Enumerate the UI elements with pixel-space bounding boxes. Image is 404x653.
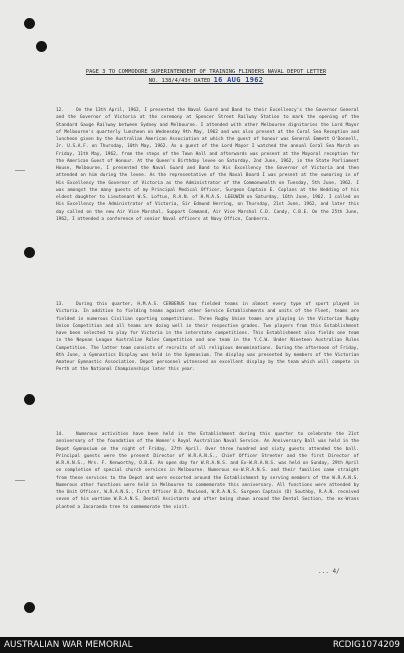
letter-header: [56, 68, 356, 85]
header-line: PAGE 3 TO COMMODORE SUPERINTENDENT OF TRAINING FLINDERS NAVAL DEPOT LETTER: [85, 69, 327, 75]
margin-mark: [15, 480, 25, 481]
paragraph-text: On the 13th April, 1962, I presented the Naval Guard and Band to their Excellency's the Governor General and the Governor of Victoria at the ceremony at Spencer Street Railway Station to mark the opening of the Standard Gauge Railway between Sydney and Melbourne. I attended with other Melbourne dignitaries the Lord Mayor of Melbourne's quarterly luncheon on Wednesday 9th May, 1962 and was also present at the Coral Sea Reception and luncheon given by the Australian American Association at which the guest of honour was General Emmett O'Donnell, Jr. U.S.A.F. on Thursday, 10th May, 1962. As a guest of the Lord Mayor I watched the annual Coral Sea March on Friday, 11th May, 1962, from the steps of the Town Hall and afterwards was present at the Mayoral reception for the American Guest of Honour. At the Queen's Birthday levee on Saturday, 2nd June, 1962, in the State Parliament House, Melbourne, I presented the Naval Guard and Band to His Excellency the Governor of Victoria and then attended on him during the levee. As the representative of the Naval Board I was present at the swearing in of His Excellency the Governor of Victoria as the Administrator of the Commonwealth on Tuesday, 5th June, 1962. I was amongst the many guests of my Principal Medical Officer, Surgeon Captain E. Coplans at the Wedding of his eldest daughter to Lieutenant W.S. Loftus, R.A.N. of H.M.A.S. LEEUWIN on Saturday, 16th June, 1962. I called on His Excellency the Administrator of Victoria, Sir Edmund Herring, on Thursday, 21st June, 1962, and later this day called on the new Air Vice Marshal, Support Command, Air Vice Marshal C.D. Candy, C.B.E. On the 25th June, 1962, I attended a conference of senior Naval officers at Navy Office, Canberra.: [56, 108, 359, 222]
margin-mark: [15, 170, 25, 171]
reference-number: NO. 138/4/43t DATED: [148, 78, 211, 84]
archive-name: AUSTRALIAN WAR MEMORIAL: [4, 640, 133, 650]
archive-footer: [0, 637, 404, 653]
punch-hole: [24, 394, 35, 405]
paragraph-13: [56, 301, 359, 374]
punch-hole: [24, 247, 35, 258]
date-stamp: 16 AUG 1962: [213, 76, 264, 84]
punch-hole: [24, 602, 35, 613]
continuation-mark: ... 4/: [318, 568, 340, 575]
paragraph-number: 13.: [56, 302, 65, 307]
punch-hole: [36, 41, 47, 52]
header-reference: [56, 76, 356, 85]
punch-hole: [24, 18, 35, 29]
paragraph-number: 14.: [56, 432, 65, 437]
paragraph-14: [56, 431, 359, 511]
paragraph-12: [56, 107, 359, 223]
record-id: RCDIG1074209: [332, 640, 400, 650]
paragraph-number: 12.: [56, 108, 65, 113]
paragraph-text: Numerous activities have been held in the Establishment during this quarter to celebrate the 21st anniversary of the foundation of the Women's Royal Australian Naval Service. An Anniversary Ball was held in the Depot Gymnasium on the night of Friday, 27th April. Over three hundred and sixty guests attended the ball. Principal guests were the present Director of W.R.A.N.S., Chief Officer Streeter and the first Director of W.R.A.N.S., Mrs. F. Kenworthy, O.B.E. An open day for W.R.A.N.S. and Ex-W.R.A.N.S. was held on Sunday, 29th April on completion of special church services in Melbourne. Numerous ex-W.R.A.N.S. and their families came straight from these services to the Depot and were escorted around the Establishment by serving members of the W.R.A.N.S. Numerous other functions were held in Melbourne to commemorate this anniversary. All functions were attended by the Unit Officer, W.R.A.N.S., First Officer B.D. MacLeod, W.R.A.N.S. Surgeon Captain (D) Southby, R.A.N. received seven of his wartime W.R.A.N.S. Dental Assistants and after being shown around the Dental Section, the ex-Wrans planted a Jacaranda tree to commemorate the visit.: [56, 432, 359, 510]
paragraph-text: During this quarter, H.M.A.S. CERBERUS has fielded teams in almost every type of sport played in Victoria. In addition to fielding teams against other Service Establishments and units of the Fleet, teams are fielded in numerous Civilian sporting competitions. Three Rugby Union teams are playing in the Victorian Rugby Union Competition and all teams are doing well in their respective grades. Two players from this Establishment have been selected to play for Victoria in the interstate competitions. This Establishment also fields one team in the Nepean League Australian Rules Competition and one team in the Y.C.W. Under Nineteen Australian Rules Competition. The latter team consists of recruits of all religious denominations. During the afternoon of Friday, 8th June, a Gymnastics Display was held in the Gymnasium. The display was presented by members of the Victorian Amateur Gymnastic Association. Depot personnel witnessed an excellent display by the team which will compete in Perth at the National Championships later this year.: [56, 302, 359, 373]
